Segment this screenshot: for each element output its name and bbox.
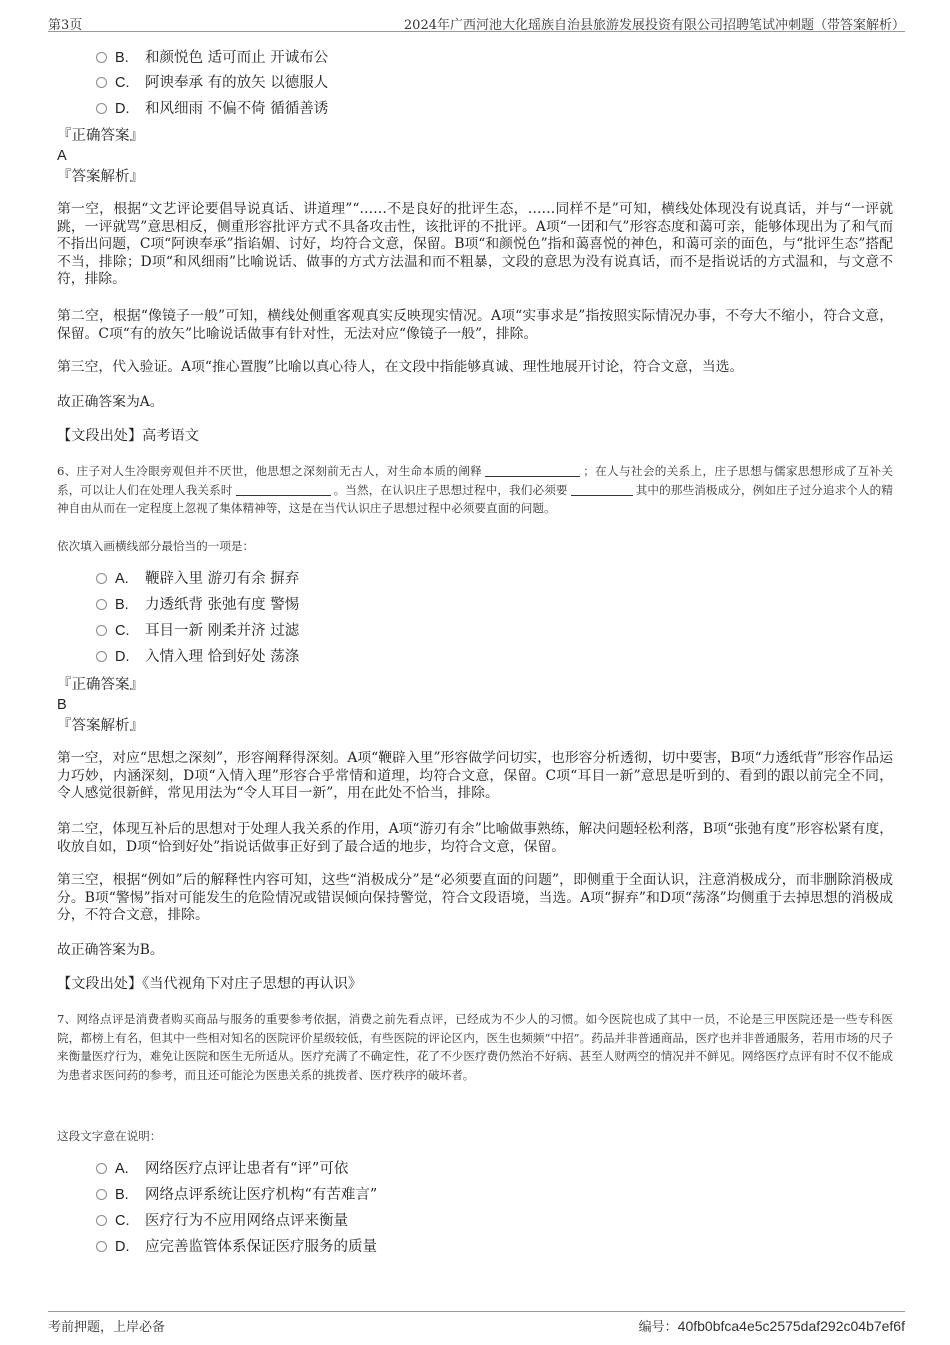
q5-conclusion: 故正确答案为A。	[57, 394, 164, 410]
radio-icon[interactable]	[96, 1163, 107, 1174]
q5-analysis-label: 『答案解析』	[57, 169, 144, 185]
document-id: 编号：40fb0bfca4e5c2575daf292c04b7ef6f	[638, 1318, 905, 1335]
q5-option-d[interactable]: D. 和风细雨 不偏不倚 循循善诱	[96, 99, 328, 119]
page-header	[48, 10, 905, 32]
page-number: 第3页	[48, 18, 83, 33]
document-title: 2024年广西河池大化瑶族自治县旅游发展投资有限公司招聘笔试冲刺题（带答案解析）	[403, 18, 905, 33]
q7-stem: 7、网络点评是消费者购买商品与服务的重要参考依据，消费之前先看点评，已经成为不少人的习惯。如今医院也成了其中一员，不论是三甲医院还是一些专科医院，都榜上有名，但其中一些相对知名的医院评价星级较低，有些医院的评论区内，医生也频频“中招”。药品并非普通商品，医疗也并非普通服务，若用市场的尺子来衡量医疗行为，难免让医院和医生无所适从。医疗充满了不确定性，花了不少医疗费仍然治不好病、甚至人财两空的情况并不鲜见。网络医疗点评有时不仅不能成为患者求医问药的参考，而且还可能沦为医患关系的挑拨者、医疗秩序的破坏者。	[57, 1012, 893, 1082]
q6-analysis-paragraph: 第三空，根据“例如”后的解释性内容可知，这些“消极成分”是“必须要直面的问题”，即侧重于全面认识，注意消极成分，而非删除消极成分。B项“警惕”指对可能发生的危险情况或错误倾向保持警觉，符合文段语境，当选。A项“摒弃”和D项“荡涤”均侧重于去掉思想的消极成分，不符合文意，排除。	[57, 872, 893, 923]
q7-option-d[interactable]: D. 应完善监管体系保证医疗服务的质量	[96, 1237, 377, 1257]
q6-option-b[interactable]: B. 力透纸背 张弛有度 警惕	[96, 595, 299, 615]
q6-answer: B	[57, 697, 67, 713]
radio-icon[interactable]	[96, 599, 107, 610]
q5-analysis-paragraph: 第二空，根据“像镜子一般”可知，横线处侧重客观真实反映现实情况。A项“实事求是”指按照实际情况办事，不夸大不缩小，符合文意，保留。C项“有的放矢”比喻说话做事有针对性，无法对应“像镜子一般”，排除。	[57, 308, 893, 342]
q6-analysis-paragraph: 第二空，体现互补后的思想对于处理人我关系的作用，A项“游刃有余”比喻做事熟练，解决问题轻松利落，B项“张弛有度”形容松紧有度，收放自如，D项“恰到好处”指说话做事正好到了最合适的地步，均符合文意，保留。	[57, 821, 893, 855]
q5-analysis-paragraph: 第三空，代入验证。A项“推心置腹”比喻以真心待人，在文段中指能够真诚、理性地展开讨论，符合文意，当选。	[57, 359, 744, 375]
radio-icon[interactable]	[96, 1189, 107, 1200]
q6-stem: 6、庄子对人生冷眼旁观但并不厌世，他思想之深刻前无古人，对生命本质的阐释 ；在人与社会的关系上，庄子思想与儒家思想形成了互补关系，可以让人们在处理人我关系时 。当然，在认识庄子思想过程中，我们必须要 其中的那些消极成分，例如庄子过分追求个人的精神自由从而在一定程度上忽视了集体精神等，这是在当代认识庄子思想过程中必须要直面的问题。	[57, 464, 893, 515]
q7-option-a[interactable]: A. 网络医疗点评让患者有“评”可依	[96, 1159, 348, 1179]
q5-answer-label: 『正确答案』	[57, 128, 144, 144]
q6-option-a[interactable]: A. 鞭辟入里 游刃有余 摒弃	[96, 569, 299, 589]
radio-icon[interactable]	[96, 52, 107, 63]
q5-option-b[interactable]: B. 和颜悦色 适可而止 开诚布公	[96, 48, 328, 68]
page-footer	[48, 1311, 905, 1341]
q6-option-c[interactable]: C. 耳目一新 刚柔并济 过滤	[96, 621, 299, 641]
q7-option-b[interactable]: B. 网络点评系统让医疗机构“有苦难言”	[96, 1185, 377, 1205]
q7-option-c[interactable]: C. 医疗行为不应用网络点评来衡量	[96, 1211, 348, 1231]
q6-prompt: 依次填入画横线部分最恰当的一项是：	[57, 539, 255, 553]
radio-icon[interactable]	[96, 651, 107, 662]
q5-option-c[interactable]: C. 阿谀奉承 有的放矢 以德服人	[96, 73, 328, 93]
q5-source: 【文段出处】高考语文	[57, 428, 199, 444]
radio-icon[interactable]	[96, 1241, 107, 1252]
q6-analysis-paragraph: 第一空，对应“思想之深刻”，形容阐释得深刻。A项“鞭辟入里”形容做学问切实，也形容分析透彻，切中要害，B项“力透纸背”形容作品运力巧妙，内涵深刻，D项“入情入理”形容合乎常情和道理，均符合文意，保留。C项“耳目一新”意思是听到的、看到的跟以前完全不同，令人感觉很新鲜，常见用法为“令人耳目一新”，用在此处不恰当，排除。	[57, 750, 893, 801]
answer-blank	[571, 484, 633, 496]
footer-slogan: 考前押题，上岸必备	[48, 1320, 166, 1335]
radio-icon[interactable]	[96, 77, 107, 88]
q6-option-d[interactable]: D. 入情入理 恰到好处 荡涤	[96, 647, 299, 667]
q6-analysis-label: 『答案解析』	[57, 718, 144, 734]
answer-blank	[236, 484, 331, 496]
q6-answer-label: 『正确答案』	[57, 677, 144, 693]
radio-icon[interactable]	[96, 1215, 107, 1226]
radio-icon[interactable]	[96, 625, 107, 636]
q5-answer: A	[57, 148, 67, 164]
radio-icon[interactable]	[96, 573, 107, 584]
q5-analysis-paragraph: 第一空，根据“文艺评论要倡导说真话、讲道理”“……不是良好的批评生态，……同样不是”可知，横线处体现没有说真话，并与“一评就跳，一评就骂”意思相反，侧重形容批评方式不具备攻击性，该批评的不批评。A项“一团和气”形容态度和蔼可亲，能够体现出为了和气而不指出问题，C项“阿谀奉承”指谄媚、讨好，均符合文意，保留。B项“和颜悦色”指和蔼喜悦的神色，和蔼可亲的面色，与“批评生态”搭配不当，排除；D项“和风细雨”比喻说话、做事的方式方法温和而不粗暴，文段的意思为没有说真话，而不是指说话的方式温和，与文意不符，排除。	[57, 201, 893, 287]
q6-source: 【文段出处】《当代视角下对庄子思想的再认识》	[57, 976, 363, 992]
q6-conclusion: 故正确答案为B。	[57, 942, 164, 958]
radio-icon[interactable]	[96, 103, 107, 114]
q7-prompt: 这段文字意在说明：	[57, 1129, 162, 1143]
answer-blank	[485, 465, 580, 477]
